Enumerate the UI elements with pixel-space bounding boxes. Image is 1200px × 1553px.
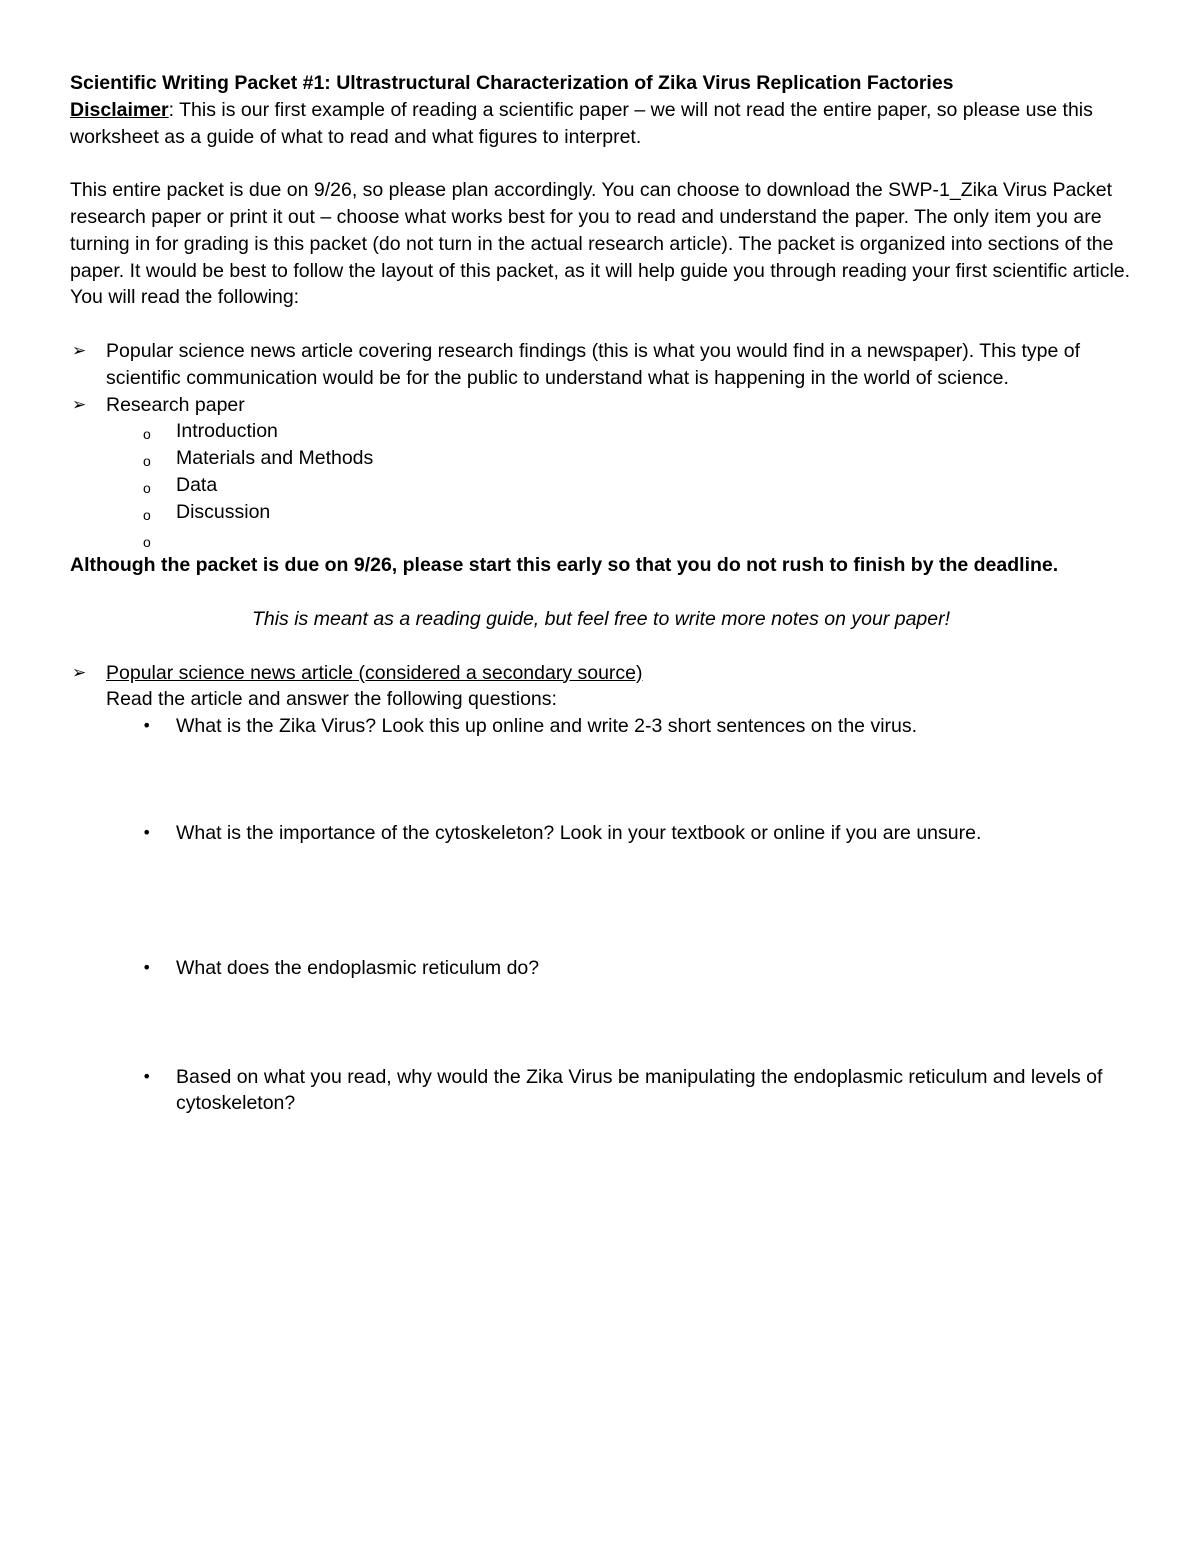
reading-list: [70, 338, 1132, 418]
question-item: [70, 820, 1132, 847]
question-text: What does the endoplasmic reticulum do?: [176, 956, 540, 979]
circle-bullet-icon: o: [143, 479, 151, 496]
paper-section-label: Data: [176, 473, 218, 496]
spacer: [70, 633, 1132, 660]
answer-space[interactable]: [70, 982, 1132, 1064]
disclaimer-label: Disclaimer: [70, 98, 169, 121]
disclaimer: [70, 97, 1132, 151]
round-bullet-icon: •: [142, 1066, 152, 1086]
paper-section-item: [70, 445, 1132, 472]
round-bullet-icon: •: [142, 716, 152, 736]
paper-section-label: Materials and Methods: [176, 447, 374, 470]
news-section-instruction: Read the article and answer the following questions:: [106, 688, 557, 711]
reading-list-item-text: Research paper: [106, 393, 245, 416]
round-bullet-icon: •: [142, 957, 152, 977]
reading-list-item: [70, 338, 1132, 392]
answer-space[interactable]: [70, 1117, 1132, 1237]
news-section-heading-item: [70, 660, 1132, 687]
spacer: [70, 579, 1132, 606]
circle-bullet-icon: o: [143, 453, 151, 470]
document-page: [70, 70, 1132, 1237]
circle-bullet-icon: o: [143, 426, 151, 443]
arrowhead-bullet-icon: ➢: [72, 394, 87, 415]
question-item: [70, 713, 1132, 740]
reading-guide-note: This is meant as a reading guide, but feel free to write more notes on your paper!: [251, 607, 951, 630]
paper-section-item: [70, 526, 1132, 553]
arrowhead-bullet-icon: ➢: [72, 340, 87, 361]
paper-section-label: Discussion: [176, 500, 271, 523]
question-item: [70, 1064, 1132, 1118]
spacer: [70, 311, 1132, 338]
answer-space[interactable]: [70, 740, 1132, 820]
answer-space[interactable]: [70, 847, 1132, 955]
packet-title: Scientific Writing Packet #1: Ultrastructural Characterization of Zika Virus Replication Factories: [70, 72, 954, 94]
spacer: [70, 150, 1132, 177]
round-bullet-icon: •: [142, 822, 152, 842]
question-text: What is the Zika Virus? Look this up online and write 2-3 short sentences on the virus.: [176, 715, 918, 738]
news-section-heading: Popular science news article (considered a secondary source): [106, 661, 643, 684]
paper-section-item: [70, 499, 1132, 526]
question-text: What is the importance of the cytoskeleton? Look in your textbook or online if you are unsure.: [176, 821, 982, 844]
circle-bullet-icon: o: [143, 533, 151, 550]
paper-section-item: [70, 472, 1132, 499]
reading-list-item: [70, 392, 1132, 419]
circle-bullet-icon: o: [143, 506, 151, 523]
deadline-note: Although the packet is due on 9/26, please start this early so that you do not rush to finish by the deadline.: [70, 554, 1059, 577]
intro-paragraph: This entire packet is due on 9/26, so please plan accordingly. You can choose to download the SWP-1_Zika Virus Packet research paper or print it out – choose what works best for you to read and understand the paper. The only item you are turning in for grading is this packet (do not turn in the actual research article). The packet is organized into sections of the paper. It would be best to follow the layout of this packet, as it will help guide you through reading your first scientific article. You will read the following:: [70, 179, 1131, 309]
paper-section-item: [70, 418, 1132, 445]
question-text: Based on what you read, why would the Zika Virus be manipulating the endoplasmic reticulum and levels of cytoskeleton?: [176, 1065, 1103, 1115]
reading-list-item-text: Popular science news article covering research findings (this is what you would find in a newspaper). This type of scientific communication would be for the public to understand what is happening in the world of science.: [106, 339, 1081, 389]
arrowhead-bullet-icon: ➢: [72, 662, 87, 683]
question-item: [70, 955, 1132, 982]
disclaimer-text: : This is our first example of reading a scientific paper – we will not read the entire paper, so please use this worksheet as a guide of what to read and what figures to interpret.: [70, 98, 1093, 148]
paper-sections-list: [70, 418, 1132, 552]
paper-section-label: Introduction: [176, 420, 278, 443]
